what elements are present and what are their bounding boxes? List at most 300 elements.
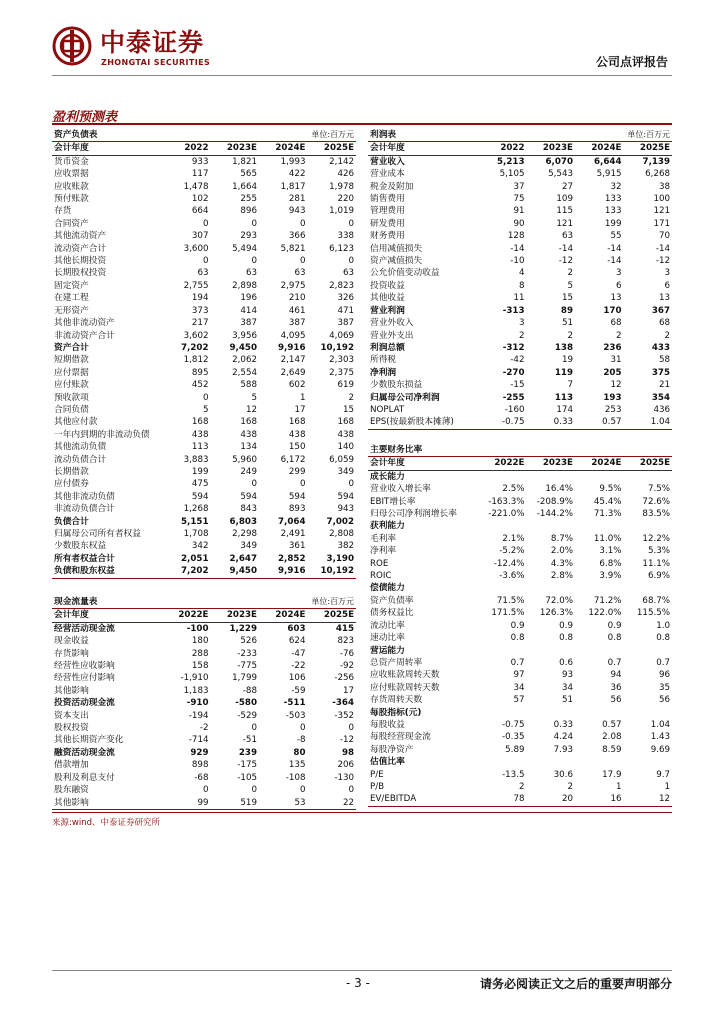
row-value: 34 (561, 682, 573, 693)
table-row (52, 379, 356, 391)
row-label: 净利润 (370, 367, 397, 378)
row-value: 5.3% (647, 546, 671, 557)
row-value: -775 (237, 661, 257, 672)
table-row (368, 508, 672, 520)
table-row (52, 797, 356, 810)
row-value: 2 (567, 330, 573, 341)
table-row (368, 793, 672, 806)
row-value: 2,649 (280, 367, 306, 378)
row-value: 72.0% (545, 595, 573, 606)
row-value: 168 (240, 417, 257, 428)
table-row (368, 342, 672, 354)
row-value: 119 (554, 367, 573, 378)
row-value-empty (575, 470, 624, 483)
row-value: -68 (194, 772, 209, 783)
row-value: -14 (607, 243, 622, 254)
row-value: 5 (251, 392, 257, 403)
table-row (52, 155, 356, 168)
row-label: 每股指标(元) (370, 707, 422, 718)
row-value: 1.04 (650, 719, 671, 730)
row-value: 12 (624, 793, 673, 806)
table-row (368, 280, 672, 292)
row-value: 342 (191, 541, 209, 552)
row-value: 5,543 (548, 169, 573, 180)
header-year: 2023E (527, 142, 576, 155)
row-value: 32 (610, 181, 622, 192)
row-label: 其他非流动负债 (54, 491, 115, 502)
table-row (52, 772, 356, 784)
row-value-empty (478, 470, 527, 483)
row-value: 307 (191, 231, 209, 242)
row-value: -42 (510, 355, 525, 366)
table-row (52, 503, 356, 515)
row-value: 249 (240, 466, 257, 477)
row-value-empty (478, 520, 527, 532)
table-row (52, 710, 356, 722)
row-value: 10,192 (308, 565, 357, 578)
row-value: 63 (197, 268, 209, 279)
row-value: 97 (513, 670, 525, 681)
row-value: -144.2% (536, 509, 573, 520)
row-value: 89 (560, 305, 573, 316)
header-year: 2025E (624, 457, 673, 470)
row-value: 0.7 (607, 657, 622, 668)
page-number: - 3 - (346, 976, 370, 990)
row-value: 56 (610, 695, 622, 706)
table-row (52, 392, 356, 404)
row-value: -10 (510, 256, 525, 267)
row-value: 9,916 (259, 565, 308, 578)
row-value: 2 (664, 330, 671, 341)
row-value: 1 (615, 781, 622, 792)
row-value: 150 (288, 442, 306, 453)
row-value: 2 (518, 781, 525, 792)
row-value: -221.0% (488, 509, 525, 520)
row-value-empty (624, 645, 673, 657)
row-value: 8 (518, 280, 525, 291)
row-value: -511 (283, 698, 306, 709)
row-value: 4.24 (553, 732, 573, 743)
table-row (368, 744, 672, 756)
table-row (368, 354, 672, 366)
row-label: 少数股东权益 (54, 541, 107, 552)
row-label: 资本支出 (54, 710, 89, 721)
row-value: 17 (342, 685, 355, 696)
table-row (368, 483, 672, 495)
row-value: 2,808 (329, 529, 355, 539)
row-label: 所得税 (370, 355, 397, 366)
row-value: 438 (191, 429, 209, 440)
table-row (52, 305, 356, 317)
row-label: 债务权益比 (370, 608, 414, 619)
table-row (368, 632, 672, 644)
row-label: 长期股权投资 (54, 268, 107, 279)
row-label: 无形资产 (54, 305, 89, 316)
row-value: 1 (299, 392, 306, 403)
row-value: 0.57 (575, 416, 624, 429)
row-label: 货币资金 (54, 156, 89, 167)
row-value: 51 (561, 695, 573, 706)
row-value: 70 (658, 231, 671, 242)
row-label: 应收账款 (54, 181, 89, 192)
table-header-row (368, 142, 672, 155)
row-label: 经营性应付影响 (54, 673, 115, 684)
row-value: -22 (291, 661, 306, 672)
row-label: 其他收益 (370, 293, 405, 304)
row-label: 速动比率 (370, 633, 405, 644)
row-value: 1,821 (232, 156, 257, 167)
row-value: -76 (339, 648, 355, 659)
row-value: 382 (337, 541, 355, 552)
row-value: 1,708 (183, 529, 209, 539)
row-value: 3 (664, 268, 671, 279)
row-value: 2.5% (502, 484, 525, 495)
table-row (52, 722, 356, 734)
row-value: 239 (238, 747, 257, 758)
row-value: 519 (211, 797, 260, 810)
header-year: 2023E (211, 142, 260, 155)
row-value: 3,956 (232, 330, 257, 341)
row-value: 9.69 (650, 744, 671, 755)
table-row (368, 193, 672, 205)
row-value: 1,268 (183, 504, 209, 515)
row-value: 17.9 (602, 769, 622, 780)
row-value: -313 (502, 305, 525, 316)
table-row (368, 620, 672, 632)
row-value: 4 (518, 268, 525, 279)
row-value: 5,821 (280, 243, 306, 254)
row-value: 0.7 (656, 657, 671, 668)
row-value: 415 (335, 623, 355, 634)
row-value: -580 (235, 698, 257, 709)
row-value: 422 (288, 169, 306, 180)
row-value: 15 (561, 293, 573, 304)
table-row (52, 697, 356, 709)
table-row (368, 416, 672, 429)
row-value: 0.6 (559, 657, 573, 668)
row-value: 588 (240, 380, 257, 391)
row-value: 11 (513, 293, 525, 304)
row-value: -270 (502, 367, 525, 378)
row-value: 2 (348, 392, 355, 403)
row-value: 12 (610, 380, 622, 391)
table-unit: 单位:百万元 (311, 130, 355, 139)
row-value: -12 (339, 735, 355, 746)
row-value: 387 (337, 318, 355, 329)
table-row (52, 648, 356, 660)
row-value: 6 (615, 280, 622, 291)
row-value: 349 (337, 466, 355, 477)
row-value: 9,450 (211, 565, 260, 578)
row-value: 35 (658, 682, 671, 693)
row-value: 0.8 (656, 633, 671, 644)
row-value: 5,105 (499, 169, 525, 180)
row-label: 税金及附加 (370, 181, 414, 192)
row-value: 205 (603, 367, 622, 378)
row-label: 投资活动现金流 (54, 698, 115, 709)
row-value: 99 (162, 797, 211, 810)
header-year: 2022E (162, 609, 211, 622)
table-row (368, 367, 672, 379)
row-label: ROE (370, 558, 389, 569)
row-value: 109 (556, 194, 573, 205)
table-row (368, 545, 672, 557)
row-value: 13 (610, 293, 622, 304)
row-label: 资产减值损失 (370, 256, 423, 267)
row-value: 168 (337, 417, 355, 428)
table-row (52, 565, 356, 578)
row-value: 0.9 (510, 620, 525, 631)
row-value: 2,823 (329, 280, 355, 291)
row-value: -92 (339, 661, 355, 672)
row-value: 3,602 (183, 330, 209, 341)
row-value: 90 (513, 218, 525, 229)
table-row (368, 496, 672, 508)
data-source: 来源:wind、中泰证券研究所 (52, 818, 160, 828)
row-label: 营业外收入 (370, 318, 414, 329)
table-row (52, 292, 356, 304)
row-label: 投资收益 (370, 280, 405, 291)
row-value: 94 (610, 670, 622, 681)
row-label: 应付票据 (54, 367, 89, 378)
row-label: 应付账款周转天数 (370, 682, 440, 693)
row-value: 71.2% (593, 595, 622, 606)
row-value: 126.3% (539, 608, 573, 619)
row-label: 营业外支出 (370, 330, 414, 341)
row-value: 0 (251, 479, 257, 490)
row-value: 452 (191, 380, 209, 391)
row-value: 121 (653, 206, 671, 217)
row-value: -14 (607, 256, 622, 267)
row-value: -312 (502, 342, 525, 353)
row-value: 0 (202, 392, 209, 403)
table-row (52, 540, 356, 552)
cash-flow-table (52, 596, 356, 810)
row-label: 非流动负债合计 (54, 504, 115, 515)
row-value: 100 (653, 194, 671, 205)
row-value-empty (624, 520, 673, 532)
row-label: 归属母公司所有者权益 (54, 529, 141, 539)
row-value: 106 (288, 673, 306, 684)
row-value: 2,375 (329, 367, 355, 378)
row-value: 0 (251, 723, 257, 734)
header-year: 2023E (527, 457, 576, 470)
table-row (368, 657, 672, 669)
row-label: 销售费用 (370, 194, 405, 205)
row-label: 非流动资产合计 (54, 330, 115, 341)
row-label: 每股经营现金流 (370, 732, 431, 743)
table-row (52, 516, 356, 528)
row-value: 6 (664, 280, 671, 291)
row-value: 194 (191, 293, 209, 304)
row-value: 929 (190, 747, 209, 758)
header-label: 会计年度 (52, 142, 162, 155)
header-year: 2022E (478, 457, 527, 470)
section-title: 盈利预测表 (52, 110, 118, 125)
row-value: 1 (664, 781, 671, 792)
row-value: 22 (308, 797, 357, 810)
row-value-empty (575, 707, 624, 719)
row-value: 436 (653, 404, 671, 415)
table-title-row (368, 444, 672, 457)
header-label: 会计年度 (368, 142, 478, 155)
row-value: 134 (240, 442, 257, 453)
table-row (368, 694, 672, 706)
row-value: 461 (288, 305, 306, 316)
row-value: 361 (288, 541, 306, 552)
row-label: 信用减值损失 (370, 243, 423, 254)
row-value: 11.1% (642, 558, 671, 569)
header-year: 2024E (259, 609, 308, 622)
row-value: -0.35 (502, 732, 525, 743)
table-row (368, 682, 672, 694)
row-value: 1.43 (650, 732, 671, 743)
row-value: 438 (337, 429, 355, 440)
row-value-empty (478, 756, 527, 768)
row-value: 199 (604, 218, 622, 229)
table-unit (527, 444, 673, 457)
table-row (368, 243, 672, 255)
row-value: 5,915 (596, 169, 622, 180)
row-value: 11.0% (593, 533, 622, 544)
page-header (0, 0, 724, 80)
table-row (368, 205, 672, 217)
row-value: 56 (658, 695, 671, 706)
table-row (52, 747, 356, 759)
row-value: 6.8% (599, 558, 622, 569)
row-value: 63 (245, 268, 257, 279)
row-value: 0.8 (559, 633, 573, 644)
header-label: 会计年度 (368, 457, 478, 470)
row-label: 经营活动现金流 (54, 623, 115, 634)
group-heading-row (368, 645, 672, 657)
table-row (368, 769, 672, 781)
table-row (368, 317, 672, 329)
row-label: 融资活动现金流 (54, 747, 115, 758)
row-value: 1.0 (656, 620, 671, 631)
row-value: 255 (240, 194, 257, 205)
row-value: 293 (240, 231, 257, 242)
group-heading-row (368, 582, 672, 594)
table-title: 利润表 (370, 130, 397, 140)
table-row (52, 622, 356, 635)
row-value: 80 (293, 747, 306, 758)
row-value: 113 (554, 392, 573, 403)
row-value: -175 (237, 760, 257, 771)
row-value: -15 (510, 380, 525, 391)
row-value: 0.8 (607, 633, 622, 644)
row-label: 每股净资产 (370, 744, 414, 755)
row-value: 45.4% (593, 496, 622, 507)
row-value: 0.9 (607, 620, 622, 631)
row-value: 594 (191, 491, 209, 502)
row-value: 0.8 (510, 633, 525, 644)
row-value: 2,647 (229, 553, 257, 564)
table-row (52, 672, 356, 684)
table-header-row (52, 609, 356, 622)
table-row (368, 181, 672, 193)
row-label: 其他影响 (54, 685, 89, 696)
row-value: 438 (288, 429, 306, 440)
row-value: 2,554 (232, 367, 257, 378)
table-header-row (368, 457, 672, 470)
row-value: 117 (191, 169, 209, 180)
row-value: 2,852 (278, 553, 306, 564)
group-heading-row (368, 520, 672, 532)
row-value: 3,883 (183, 454, 209, 465)
row-value: -51 (242, 735, 257, 746)
table-title: 主要财务比率 (370, 445, 423, 455)
row-value: 236 (603, 342, 622, 353)
row-label: 预付账款 (54, 194, 89, 205)
row-label: 估值比率 (370, 757, 405, 768)
row-value: 15 (342, 404, 355, 415)
row-label: 现金收益 (54, 636, 89, 647)
row-label: 总资产周转率 (370, 657, 423, 668)
row-value: 75 (513, 194, 525, 205)
row-label: 其他流动资产 (54, 231, 107, 242)
row-value: 71.3% (593, 509, 622, 520)
row-value-empty (575, 520, 624, 532)
row-value: -910 (186, 698, 209, 709)
row-label: 归属母公司净利润 (370, 392, 440, 403)
footer-divider (52, 970, 672, 971)
row-value: 27 (561, 181, 573, 192)
row-value: 664 (191, 206, 209, 217)
row-label: 其他长期资产变化 (54, 735, 124, 746)
row-value: 96 (658, 670, 671, 681)
row-value: 0.33 (553, 719, 573, 730)
row-label: 营业收入 (370, 156, 405, 167)
row-value: 0.33 (527, 416, 576, 429)
row-value: 6,268 (645, 169, 671, 180)
section-divider (52, 123, 672, 125)
row-value: 5,494 (232, 243, 257, 254)
table-row (368, 379, 672, 391)
row-value: 0 (299, 218, 306, 229)
row-label: 营业利润 (370, 305, 405, 316)
row-value: 253 (604, 404, 622, 415)
row-value-empty (575, 582, 624, 594)
row-value: -105 (237, 772, 257, 783)
table-row (368, 558, 672, 570)
row-value: 135 (288, 760, 306, 771)
row-value: 210 (288, 293, 306, 304)
row-value: 72.6% (642, 496, 671, 507)
row-value: 0.7 (510, 657, 525, 668)
source-divider (52, 812, 672, 813)
row-value: 53 (259, 797, 308, 810)
row-value-empty (527, 707, 576, 719)
row-value: -160 (504, 404, 525, 415)
row-label: 研发费用 (370, 218, 405, 229)
row-value: 34 (513, 682, 525, 693)
row-value: -364 (332, 698, 355, 709)
row-value: 0 (299, 785, 306, 796)
row-value: 5,213 (497, 156, 525, 167)
row-value: 326 (337, 293, 355, 304)
row-value: 113 (191, 442, 209, 453)
row-value: 78 (478, 793, 527, 806)
row-value: 603 (287, 623, 306, 634)
row-value: 624 (288, 636, 306, 647)
table-header-row (52, 142, 356, 155)
row-value: 30.6 (553, 769, 573, 780)
row-value: 0 (348, 479, 355, 490)
row-value: 57 (513, 695, 525, 706)
row-value: 366 (288, 231, 306, 242)
row-value: 9,450 (229, 342, 257, 353)
